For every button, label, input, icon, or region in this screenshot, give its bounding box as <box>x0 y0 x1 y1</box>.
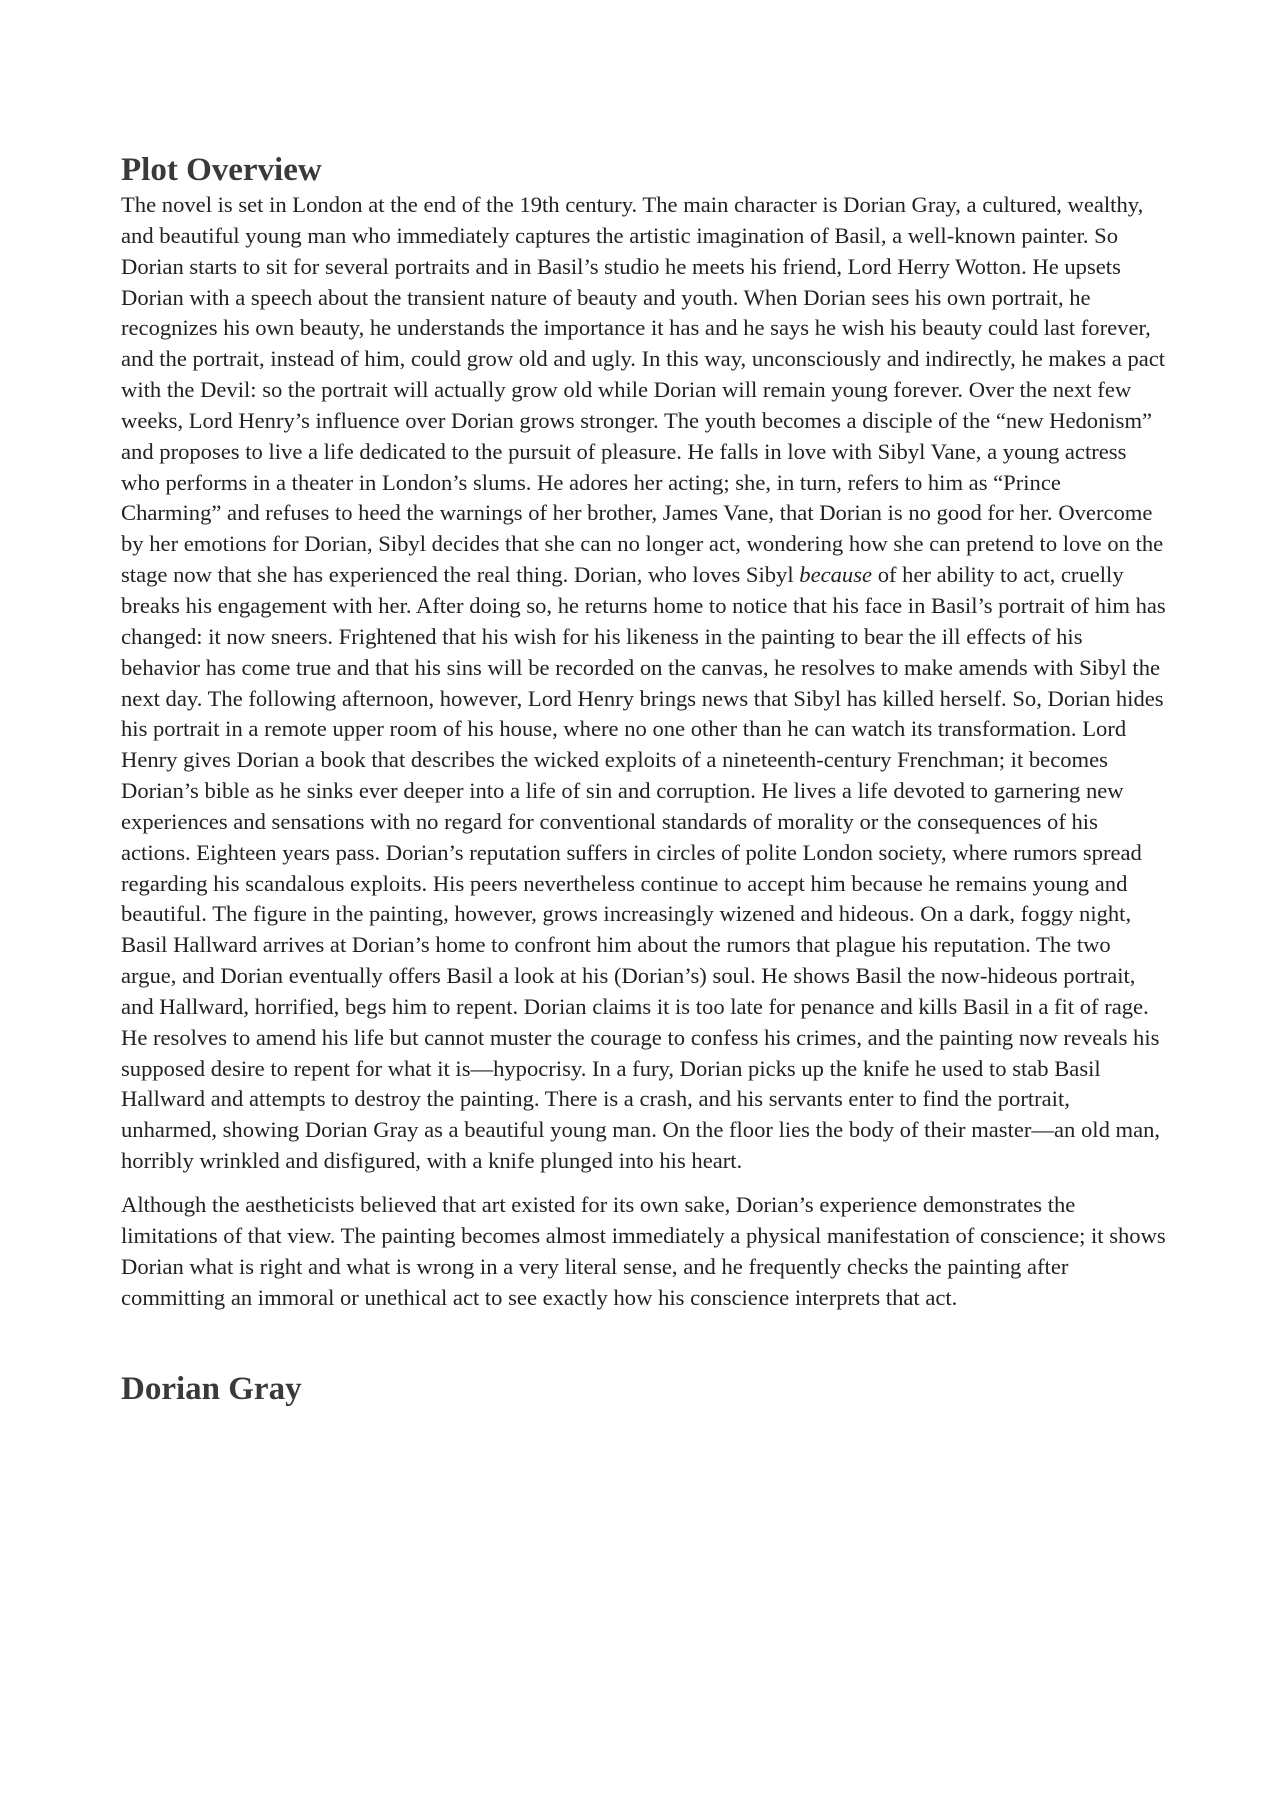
document-content <box>121 150 1166 1409</box>
paragraph-text: of her ability to act, cruelly breaks his engagement with her. After doing so, he returns home to notice that his face in Basil’s portrait of him has changed: it now sneers. Frightened that his wish for his likeness in the painting to bear the ill effects of his behavior has come true and that his sins will be recorded on the canvas, he resolves to make amends with Sibyl the next day. The following afternoon, however, Lord Henry brings news that Sibyl has killed herself. So, Dorian hides his portrait in a remote upper room of his house, where no one other than he can watch its transformation. Lord Henry gives Dorian a book that describes the wicked exploits of a nineteenth-century Frenchman; it becomes Dorian’s bible as he sinks ever deeper into a life of sin and corruption. He lives a life devoted to garnering new experiences and sensations with no regard for conventional standards of morality or the consequences of his actions. Eighteen years pass. Dorian’s reputation suffers in circles of polite London society, where rumors spread regarding his scandalous exploits. His peers nevertheless continue to accept him because he remains young and beautiful. The figure in the painting, however, grows increasingly wizened and hideous. On a dark, foggy night, Basil Hallward arrives at Dorian’s home to confront him about the rumors that plague his reputation. The two argue, and Dorian eventually offers Basil a look at his (Dorian’s) soul. He shows Basil the now-hideous portrait, and Hallward, horrified, begs him to repent. Dorian claims it is too late for penance and kills Basil in a fit of rage. He resolves to amend his life but cannot muster the courage to confess his crimes, and the painting now reveals his supposed desire to repent for what it is—hypocrisy. In a fury, Dorian picks up the knife he used to stab Basil Hallward and attempts to destroy the painting. There is a crash, and his servants enter to find the portrait, unharmed, showing Dorian Gray as a beautiful young man. On the floor lies the body of their master—an old man, horribly wrinkled and disfigured, with a knife plunged into his heart. <box>121 562 1166 1174</box>
section-heading-plot-overview: Plot Overview <box>121 152 322 188</box>
plot-overview-paragraph-2: Although the aestheticists believed that art existed for its own sake, Dorian’s experience demonstrates the limitations of that view. The painting becomes almost immediately a physical manifestation of conscience; it shows Dorian what is right and what is wrong in a very literal sense, and he frequently checks the painting after committing an immoral or unethical act to see exactly how his conscience interprets that act. <box>121 1192 1166 1310</box>
plot-overview-paragraph-1 <box>121 190 1166 1177</box>
emphasized-word: because <box>799 562 873 588</box>
section-heading-dorian-gray: Dorian Gray <box>121 1371 302 1408</box>
paragraph-spacer <box>121 1177 1166 1190</box>
section-spacer <box>121 1313 1166 1369</box>
paragraph-text: The novel is set in London at the end of the 19th century. The main character is Dorian Gray, a cultured, wealthy, and beautiful young man who immediately captures the artistic imagination of Basil, a well-known painter. So Dorian starts to sit for several portraits and in Basil’s studio he meets his friend, Lord Herry Wotton. He upsets Dorian with a speech about the transient nature of beauty and youth. When Dorian sees his own portrait, he recognizes his own beauty, he understands the importance it has and he says he wish his beauty could last forever, and the portrait, instead of him, could grow old and ugly. In this way, unconsciously and indirectly, he makes a pact with the Devil: so the portrait will actually grow old while Dorian will remain young forever. Over the next few weeks, Lord Henry’s influence over Dorian grows stronger. The youth becomes a disciple of the “new Hedonism” and proposes to live a life dedicated to the pursuit of pleasure. He falls in love with Sibyl Vane, a young actress who performs in a theater in London’s slums. He adores her acting; she, in turn, refers to him as “Prince Charming” and refuses to heed the warnings of her brother, James Vane, that Dorian is no good for her. Overcome by her emotions for Dorian, Sibyl decides that she can no longer act, wondering how she can pretend to love on the stage now that she has experienced the real thing. Dorian, who loves Sibyl <box>121 192 1166 588</box>
